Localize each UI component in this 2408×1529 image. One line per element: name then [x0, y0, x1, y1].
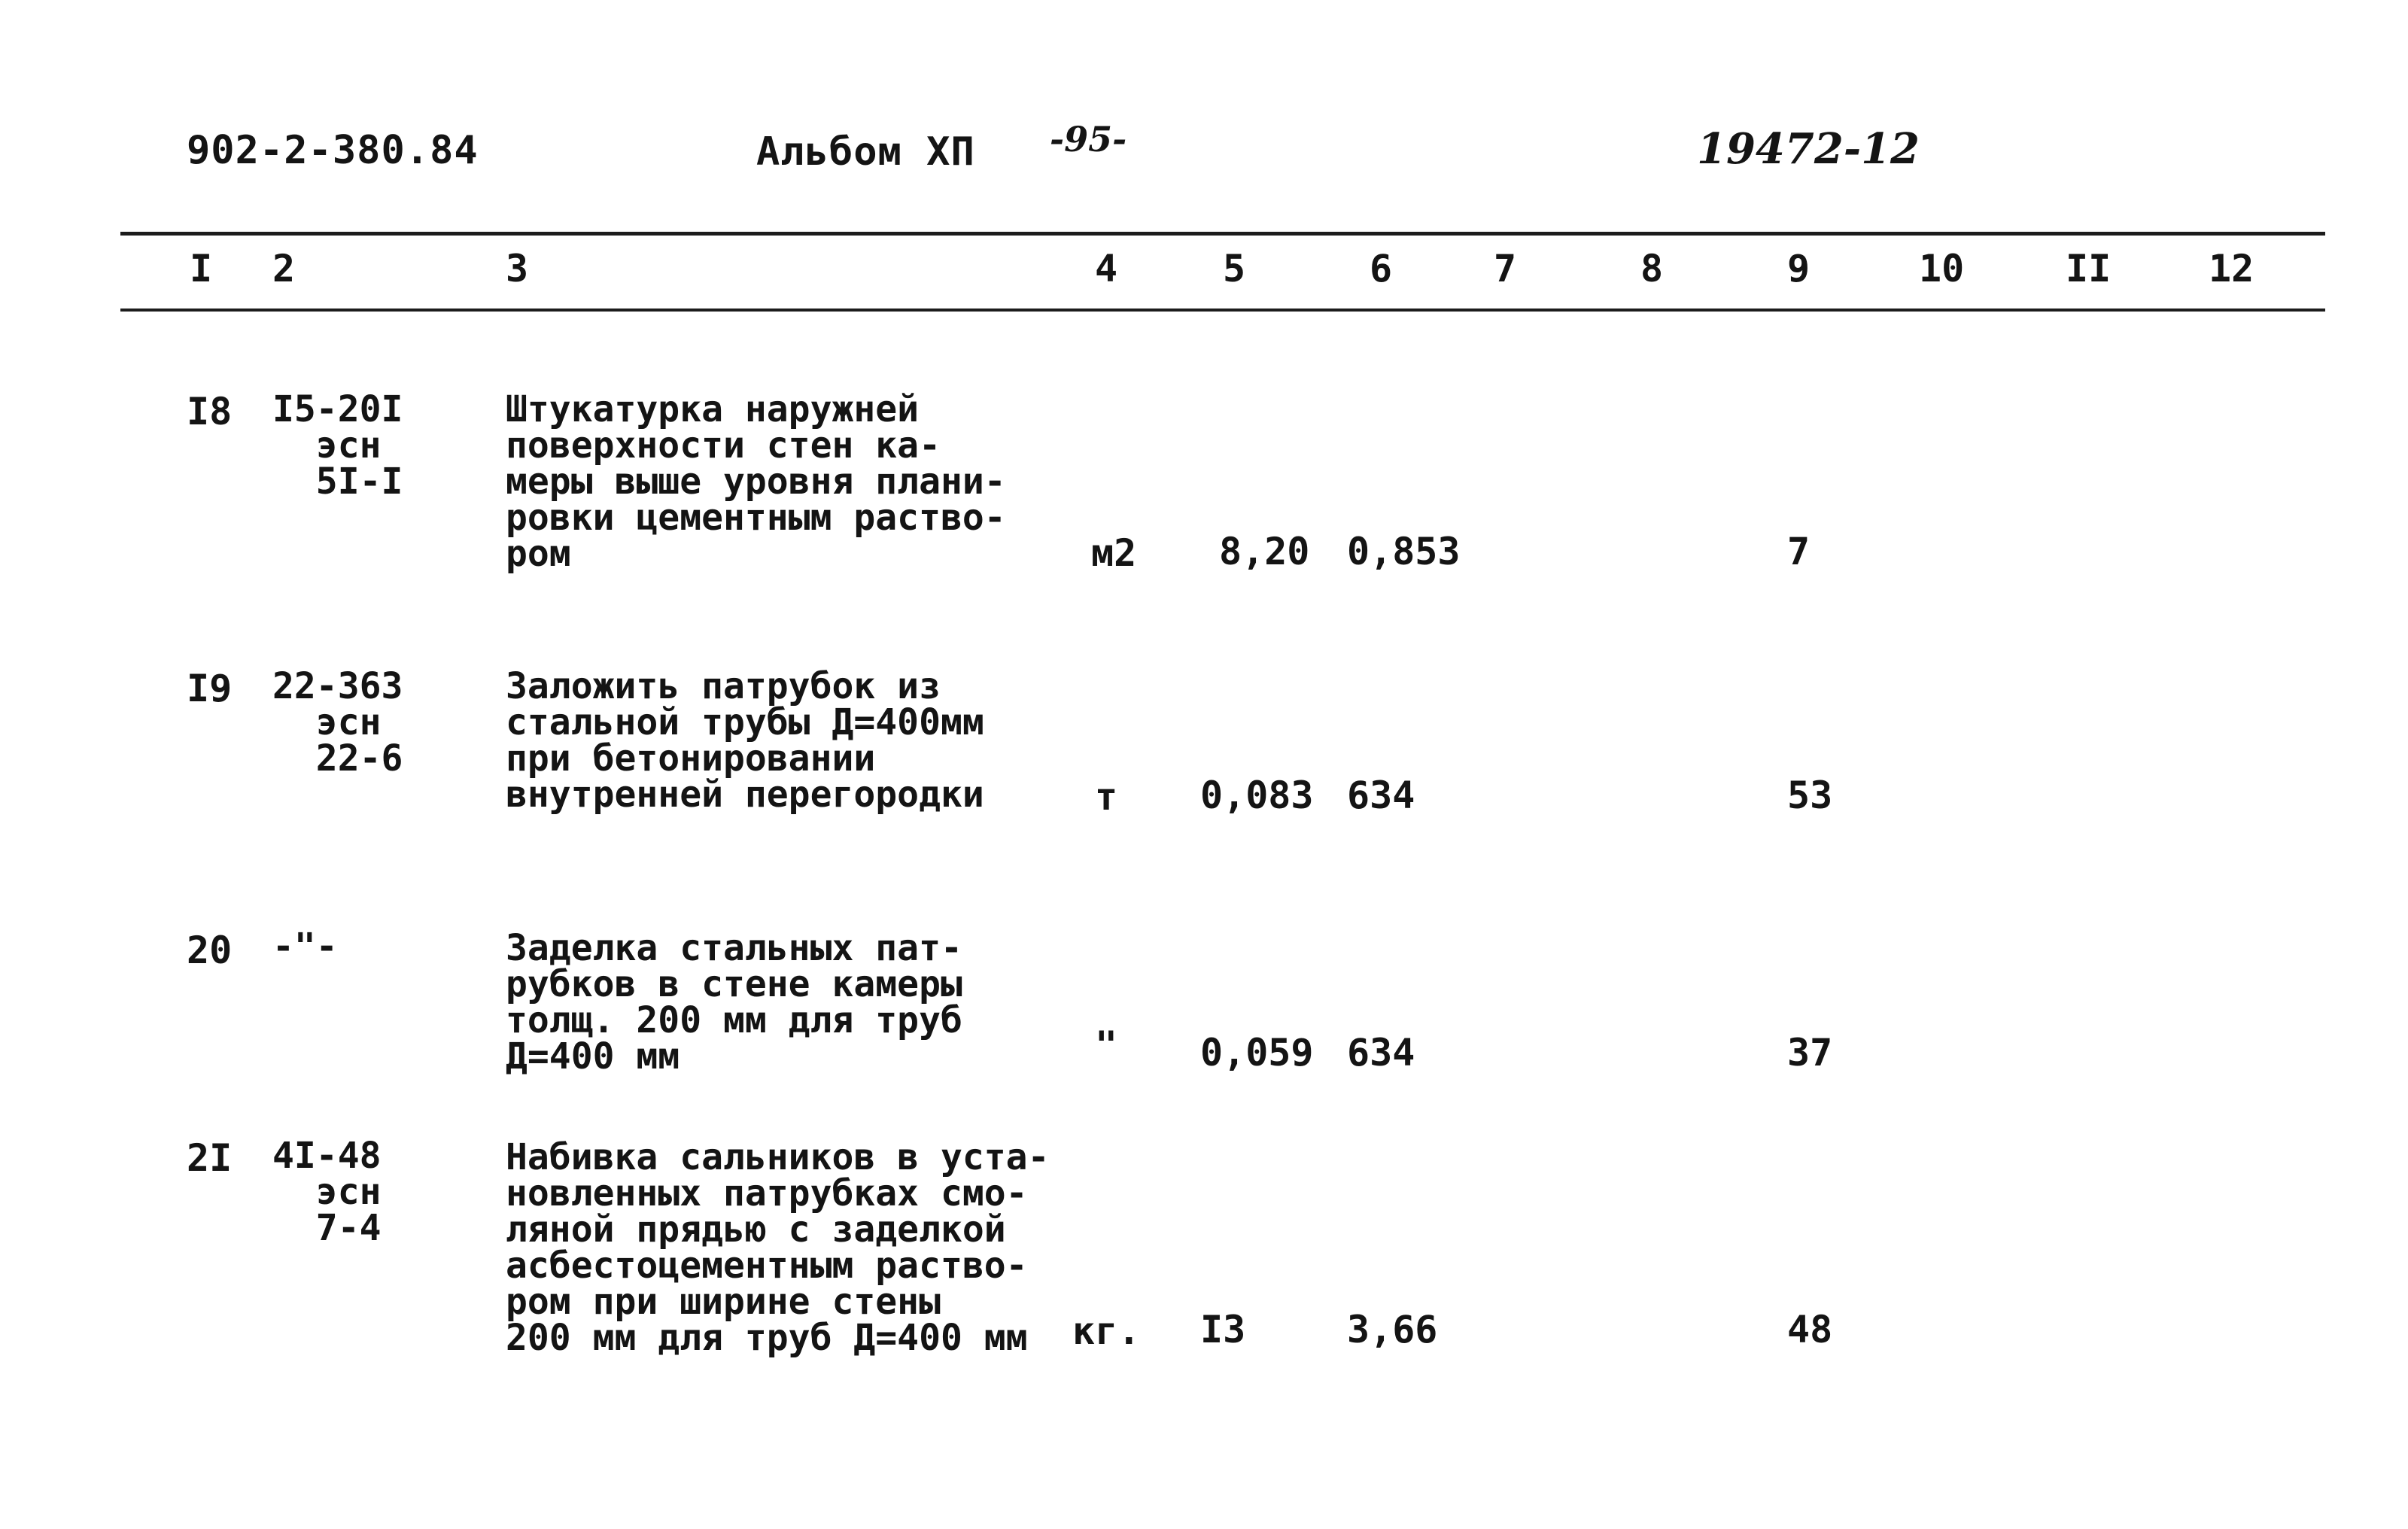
row-quantity: 8,20	[1219, 530, 1310, 573]
row-total: 48	[1787, 1308, 1833, 1351]
row-quantity: I3	[1200, 1308, 1246, 1351]
row-unit: "	[1095, 1023, 1118, 1067]
row-description: Заделка стальных пат- рубков в стене камеры толщ. 200 мм для труб Д=400 мм	[506, 927, 962, 1078]
stamp-number: 19472-12	[1697, 124, 1920, 174]
row-number: 2I	[187, 1136, 233, 1180]
row-total: 53	[1787, 774, 1833, 817]
row-unit: м2	[1091, 531, 1137, 575]
row-code: I5-20I эсн 5I-I	[272, 388, 403, 503]
column-header-5: 5	[1223, 247, 1246, 290]
row-unit: т	[1095, 775, 1118, 819]
column-header-6: 6	[1370, 247, 1393, 290]
header-top-rule	[120, 232, 2325, 236]
column-header-11: II	[2066, 247, 2112, 290]
row-price: 634	[1347, 774, 1415, 817]
column-header-2: 2	[272, 247, 296, 290]
row-total: 37	[1787, 1031, 1833, 1075]
row-code: 22-363 эсн 22-6	[272, 665, 403, 780]
row-unit: кг.	[1072, 1309, 1141, 1353]
header-bottom-rule	[120, 309, 2325, 312]
row-number: 20	[187, 929, 233, 972]
row-total: 7	[1787, 530, 1811, 573]
column-header-3: 3	[506, 247, 529, 290]
row-code: -"-	[272, 926, 338, 968]
column-header-12: 12	[2209, 247, 2254, 290]
row-quantity: 0,059	[1200, 1031, 1314, 1075]
row-price: 0,853	[1347, 530, 1461, 573]
row-description: Набивка сальников в уста- новленных патрубках смо- ляной прядью с заделкой асбестоцементным раство- ром при ширине стены 200 мм для труб Д=400 мм	[506, 1136, 1050, 1359]
column-header-10: 10	[1919, 247, 1965, 290]
row-description: Заложить патрубок из стальной трубы Д=400мм при бетонировании внутренней перегородки	[506, 665, 984, 816]
row-code: 4I-48 эсн 7-4	[272, 1135, 382, 1249]
column-header-7: 7	[1494, 247, 1517, 290]
row-price: 3,66	[1347, 1308, 1438, 1351]
row-number: I8	[187, 390, 233, 433]
album-label: Альбом XП	[756, 129, 975, 175]
document-code: 902-2-380.84	[187, 128, 479, 173]
row-number: I9	[187, 667, 233, 710]
row-price: 634	[1347, 1031, 1415, 1075]
column-header-4: 4	[1095, 247, 1118, 290]
column-header-8: 8	[1640, 247, 1664, 290]
column-header-9: 9	[1787, 247, 1811, 290]
page-number: -95-	[1050, 119, 1127, 160]
row-description: Штукатурка наружней поверхности стен ка- меры выше уровня плани- ровки цементным раство- ром	[506, 388, 1006, 575]
column-header-1: I	[190, 247, 213, 290]
row-quantity: 0,083	[1200, 774, 1314, 817]
